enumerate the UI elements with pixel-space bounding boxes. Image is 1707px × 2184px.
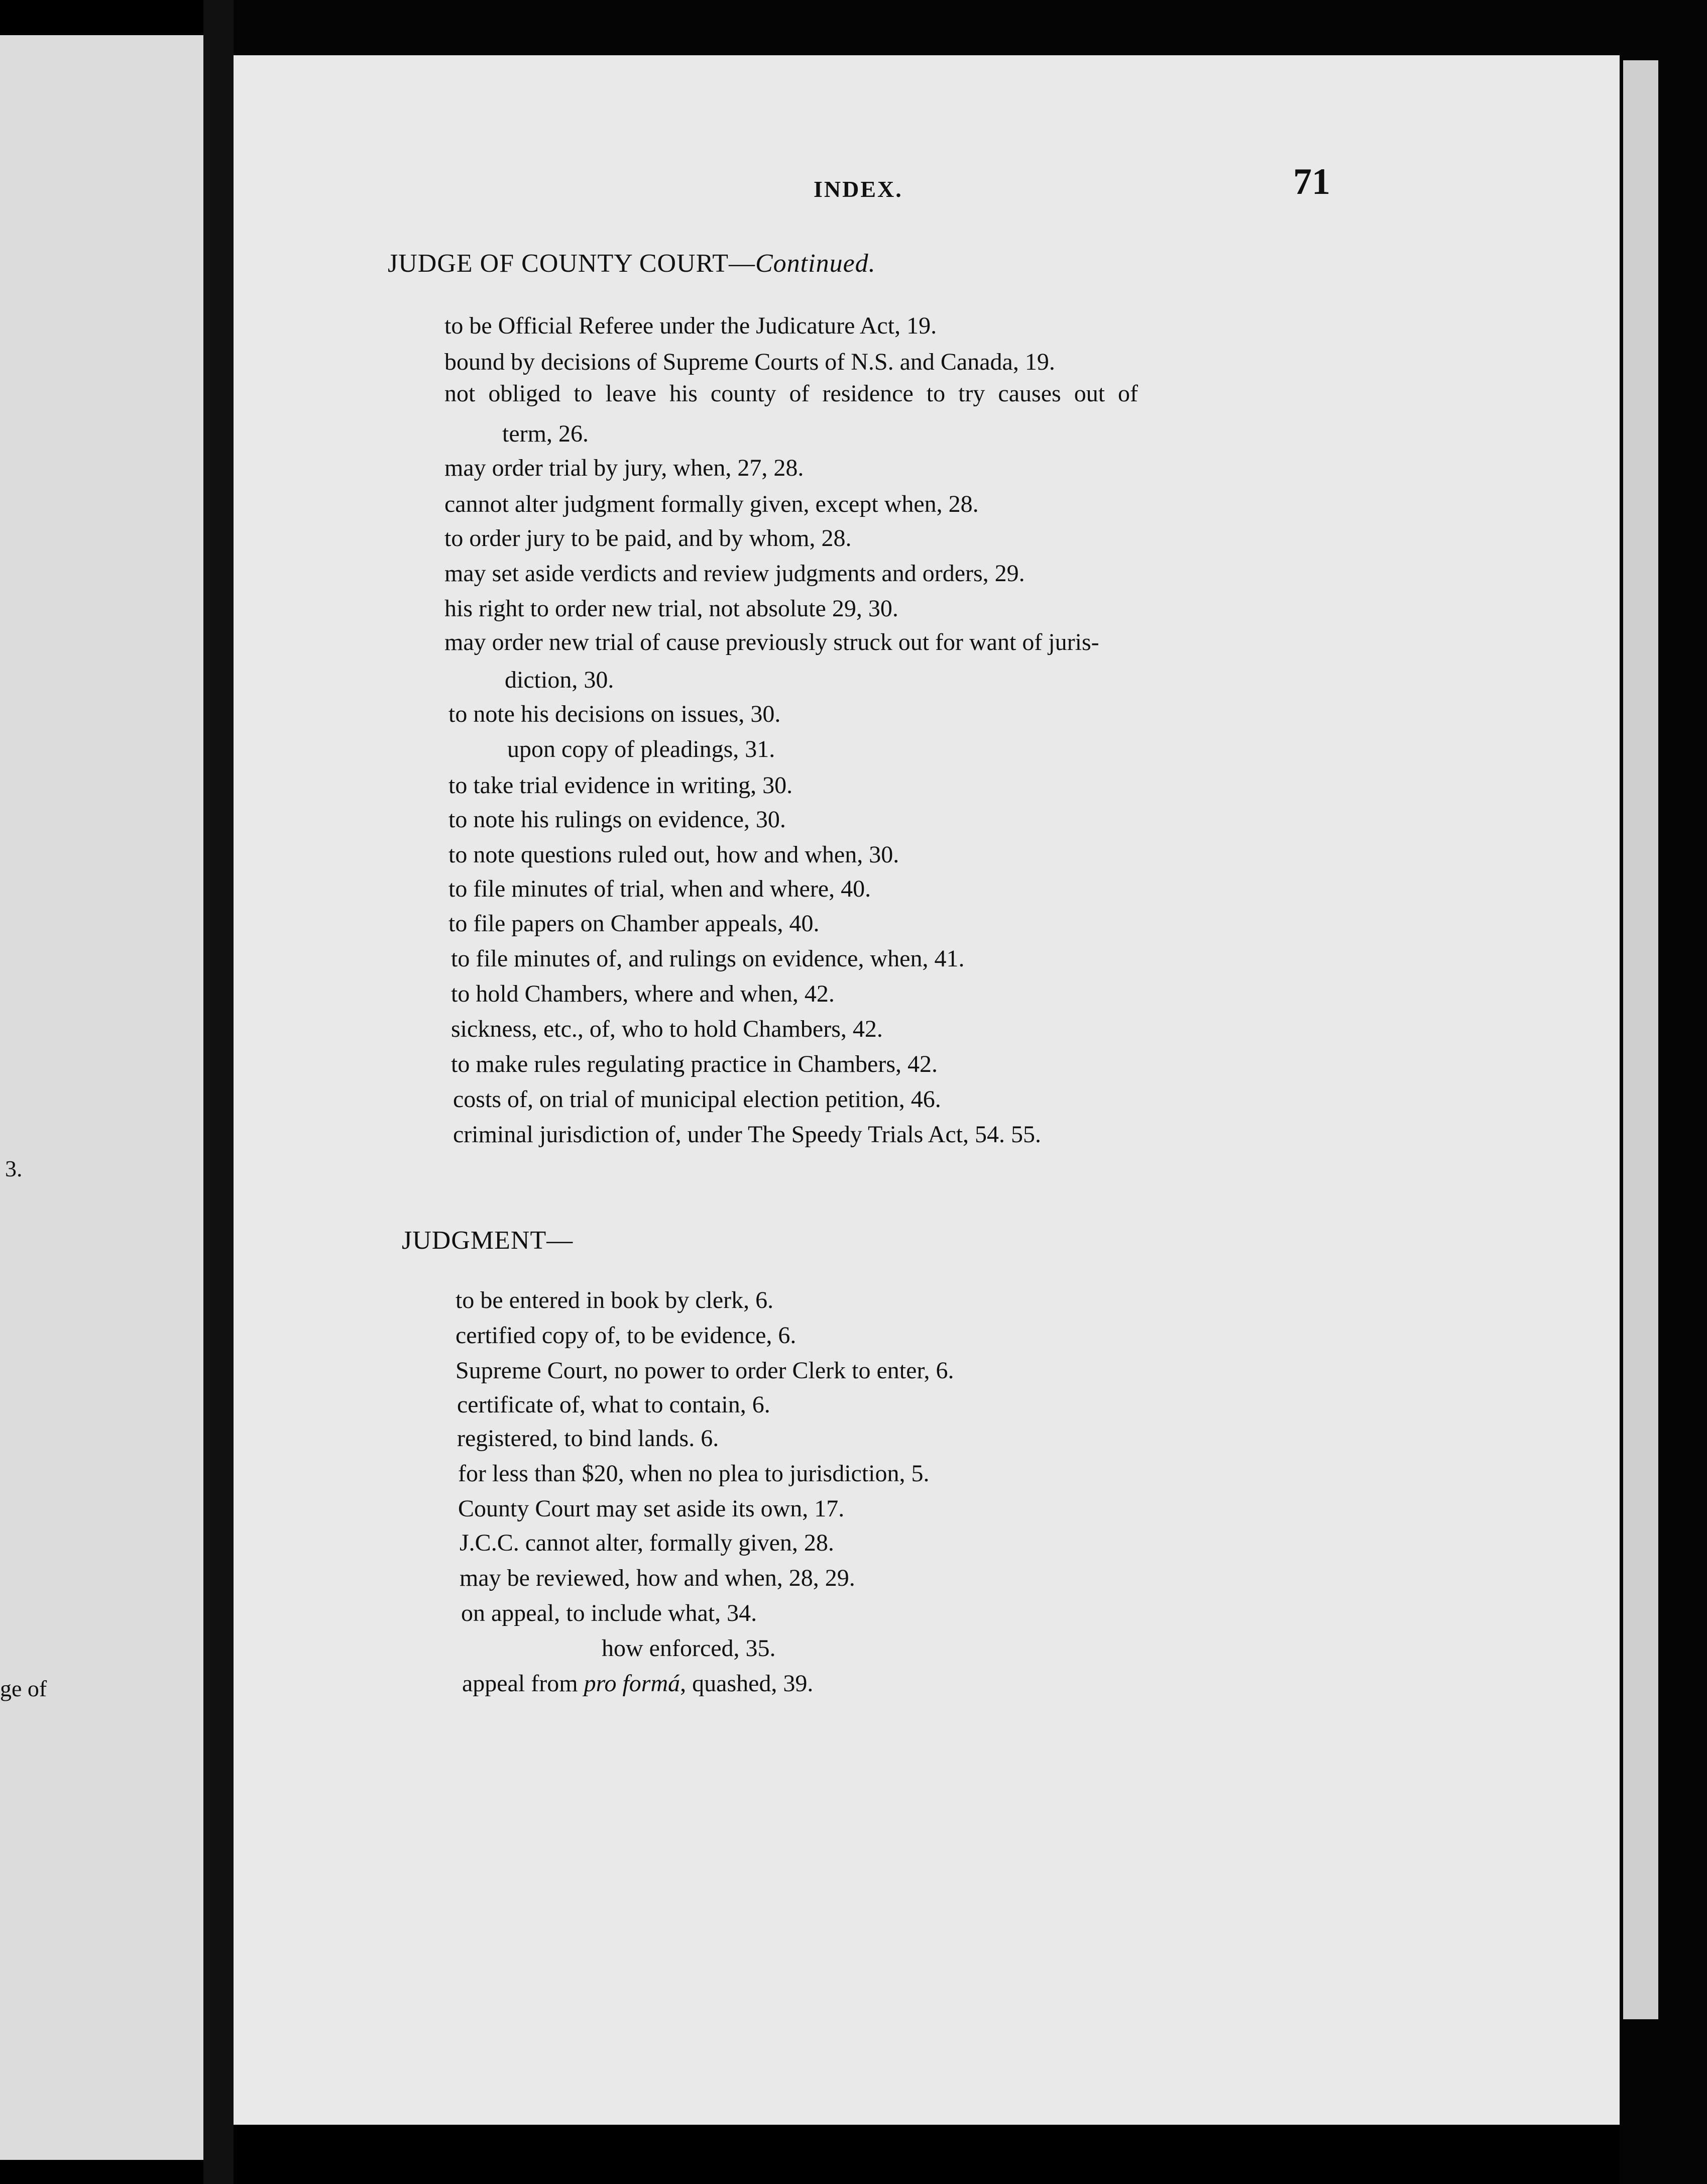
- index-entry: to note his decisions on issues, 30.: [448, 701, 781, 727]
- index-entry: County Court may set aside its own, 17.: [458, 1495, 845, 1522]
- index-entry: his right to order new trial, not absolute 29, 30.: [444, 595, 898, 622]
- left-page-text-2: ge of: [0, 1676, 47, 1701]
- left-page-fragment: [0, 35, 203, 2160]
- index-entry: to be Official Referee under the Judicature Act, 19.: [444, 312, 937, 339]
- index-entry: may be reviewed, how and when, 28, 29.: [460, 1565, 855, 1591]
- section-heading-judgment: JUDGMENT—: [402, 1226, 574, 1255]
- index-entry: registered, to bind lands. 6.: [457, 1425, 719, 1452]
- index-entry: to be entered in book by clerk, 6.: [456, 1287, 774, 1314]
- heading-text: JUDGE OF COUNTY COURT—: [388, 249, 755, 278]
- heading-continued: Continued.: [755, 249, 876, 278]
- page-number: 71: [1293, 161, 1330, 202]
- index-subentry: upon copy of pleadings, 31.: [507, 736, 775, 762]
- index-entry: criminal jurisdiction of, under The Speedy Trials Act, 54. 55.: [453, 1121, 1041, 1148]
- section-heading-judge-of-county-court: [388, 249, 876, 278]
- index-entry: may order trial by jury, when, 27, 28.: [444, 455, 804, 481]
- index-entry: to note questions ruled out, how and when, 30.: [448, 841, 899, 868]
- index-entry: not obliged to leave his county of residence to try causes out of: [444, 380, 1139, 407]
- index-entry-continuation: term, 26.: [502, 420, 589, 447]
- index-entry: to order jury to be paid, and by whom, 28.: [444, 525, 852, 552]
- index-entry: certified copy of, to be evidence, 6.: [456, 1322, 796, 1349]
- book-spine: [203, 0, 234, 2184]
- index-entry: to file minutes of, and rulings on evidence, when, 41.: [451, 945, 965, 972]
- index-entry: certificate of, what to contain, 6.: [457, 1391, 770, 1418]
- entry-suffix: , quashed, 39.: [680, 1670, 814, 1697]
- index-entry: to note his rulings on evidence, 30.: [448, 806, 786, 833]
- index-entry: to file papers on Chamber appeals, 40.: [448, 910, 820, 937]
- index-entry: costs of, on trial of municipal election petition, 46.: [453, 1086, 941, 1113]
- index-entry: J.C.C. cannot alter, formally given, 28.: [460, 1530, 834, 1556]
- index-entry: to file minutes of trial, when and where, 40.: [448, 876, 871, 902]
- index-entry: sickness, etc., of, who to hold Chambers, 42.: [451, 1016, 883, 1042]
- right-page-edge: [1623, 60, 1658, 2019]
- index-entry: to take trial evidence in writing, 30.: [448, 772, 793, 799]
- running-head: INDEX.: [814, 176, 903, 202]
- index-entry-appeal: [462, 1672, 813, 1696]
- left-page-text-1: 3.: [5, 1156, 23, 1181]
- index-entry: may order new trial of cause previously struck out for want of juris-: [444, 629, 1099, 656]
- index-entry: to hold Chambers, where and when, 42.: [451, 980, 835, 1007]
- top-scan-border: [234, 0, 1620, 55]
- index-entry: for less than $20, when no plea to jurisdiction, 5.: [458, 1460, 930, 1487]
- entry-italic-term: pro formá: [584, 1670, 680, 1697]
- entry-prefix: appeal from: [462, 1670, 584, 1697]
- index-entry: on appeal, to include what, 34.: [461, 1600, 757, 1626]
- index-entry-continuation: diction, 30.: [505, 667, 614, 693]
- index-entry: cannot alter judgment formally given, except when, 28.: [444, 491, 979, 517]
- index-entry: may set aside verdicts and review judgments and orders, 29.: [444, 560, 1025, 587]
- index-entry: to make rules regulating practice in Chambers, 42.: [451, 1051, 938, 1077]
- index-subentry: how enforced, 35.: [602, 1635, 776, 1662]
- index-entry: Supreme Court, no power to order Clerk to enter, 6.: [456, 1357, 954, 1384]
- index-entry: bound by decisions of Supreme Courts of N.S. and Canada, 19.: [444, 349, 1055, 375]
